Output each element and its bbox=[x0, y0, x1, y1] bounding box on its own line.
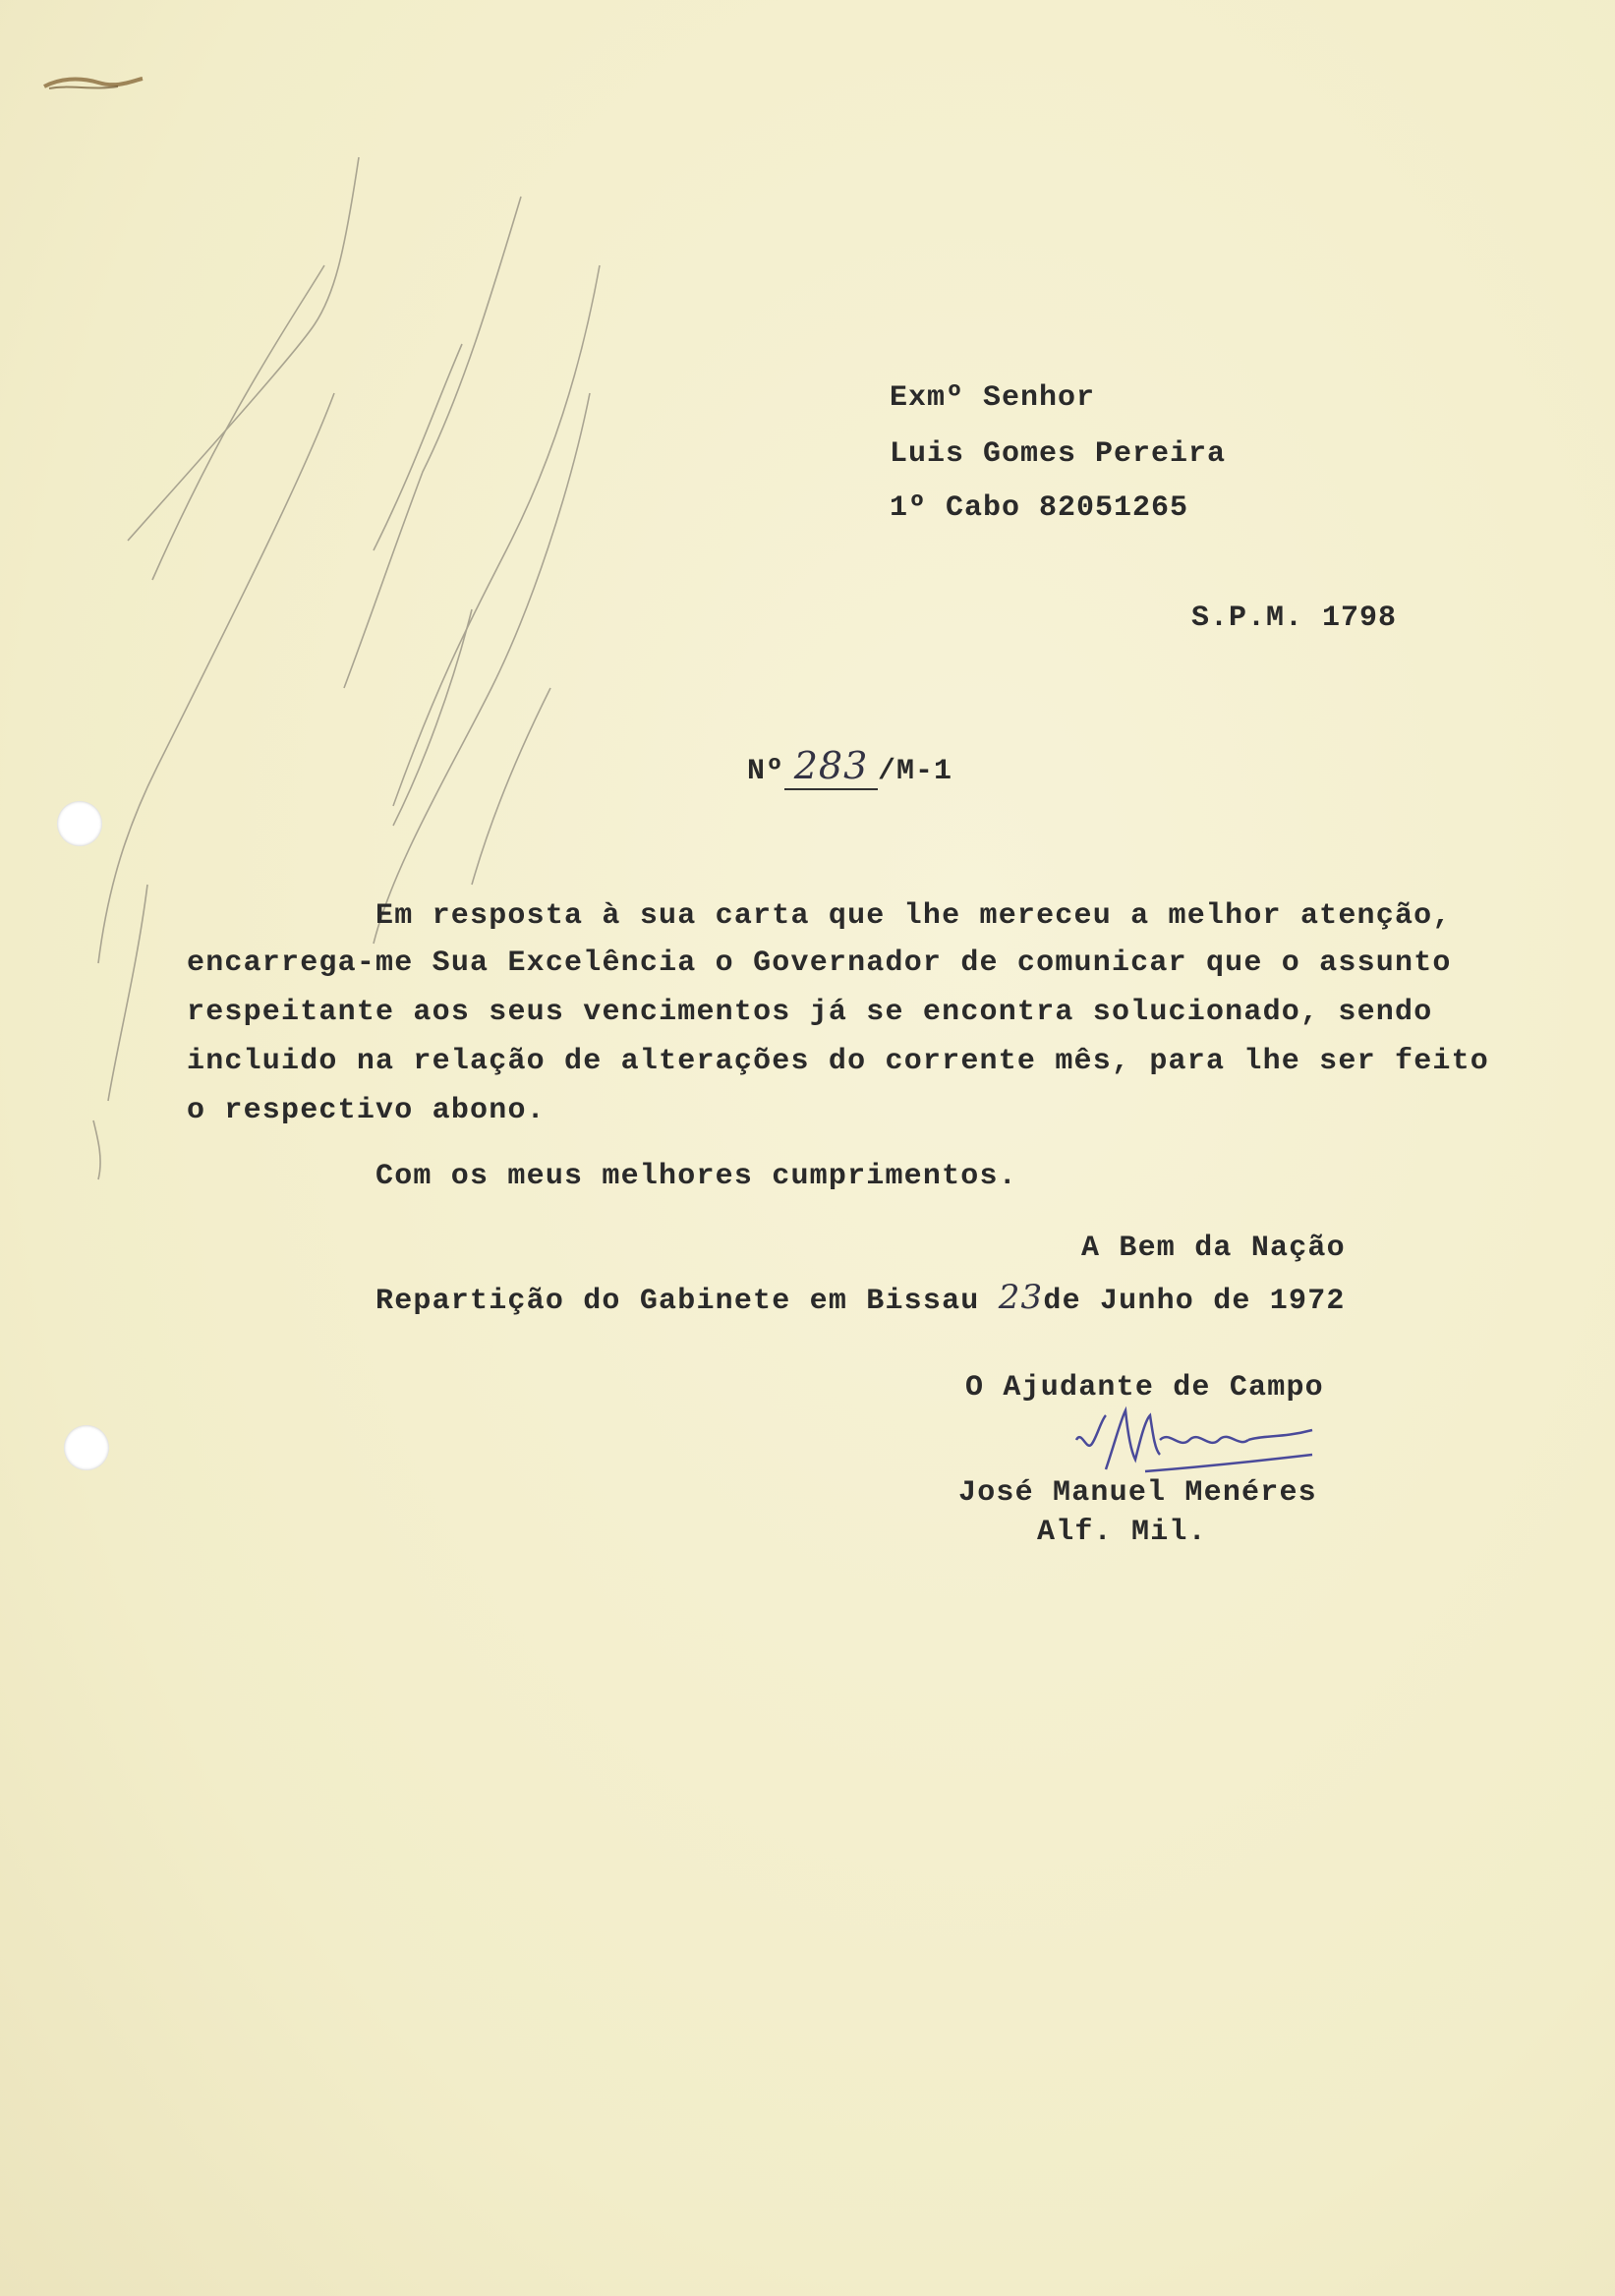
body-line-5: o respectivo abono. bbox=[187, 1094, 546, 1127]
reference-prefix: Nº bbox=[747, 755, 785, 788]
punch-hole-bottom bbox=[64, 1425, 109, 1470]
signatory-role: O Ajudante de Campo bbox=[965, 1371, 1324, 1405]
handwritten-signature bbox=[1057, 1401, 1332, 1479]
place-date-day: 23 bbox=[998, 1278, 1044, 1317]
reference-suffix: /M-1 bbox=[878, 755, 953, 788]
place-date bbox=[375, 1278, 1346, 1318]
place-date-prefix: Repartição do Gabinete em Bissau bbox=[375, 1285, 980, 1318]
closing-line: Com os meus melhores cumprimentos. bbox=[375, 1160, 1017, 1193]
motto: A Bem da Nação bbox=[1081, 1232, 1346, 1265]
signatory-name: José Manuel Menéres bbox=[958, 1476, 1317, 1510]
body-line-2: encarrega-me Sua Excelência o Governador de comunicar que o assunto bbox=[187, 947, 1452, 980]
addressee-line-1: Exmº Senhor bbox=[890, 381, 1096, 415]
addressee-line-2: Luis Gomes Pereira bbox=[890, 437, 1227, 471]
signatory-rank: Alf. Mil. bbox=[1037, 1516, 1207, 1549]
body-line-3: respeitante aos seus vencimentos já se encontra solucionado, sendo bbox=[187, 996, 1433, 1029]
body-line-1: Em resposta à sua carta que lhe mereceu a melhor atenção, bbox=[375, 899, 1452, 933]
reference-number bbox=[747, 744, 952, 790]
punch-hole-top bbox=[57, 801, 102, 846]
body-line-4: incluido na relação de alterações do corrente mês, para lhe ser feito bbox=[187, 1045, 1490, 1078]
reference-handwritten-number: 283 bbox=[784, 744, 878, 790]
spm-code: S.P.M. 1798 bbox=[1191, 602, 1398, 635]
place-date-rest: de Junho de 1972 bbox=[1043, 1285, 1346, 1318]
addressee-line-3: 1º Cabo 82051265 bbox=[890, 491, 1189, 525]
